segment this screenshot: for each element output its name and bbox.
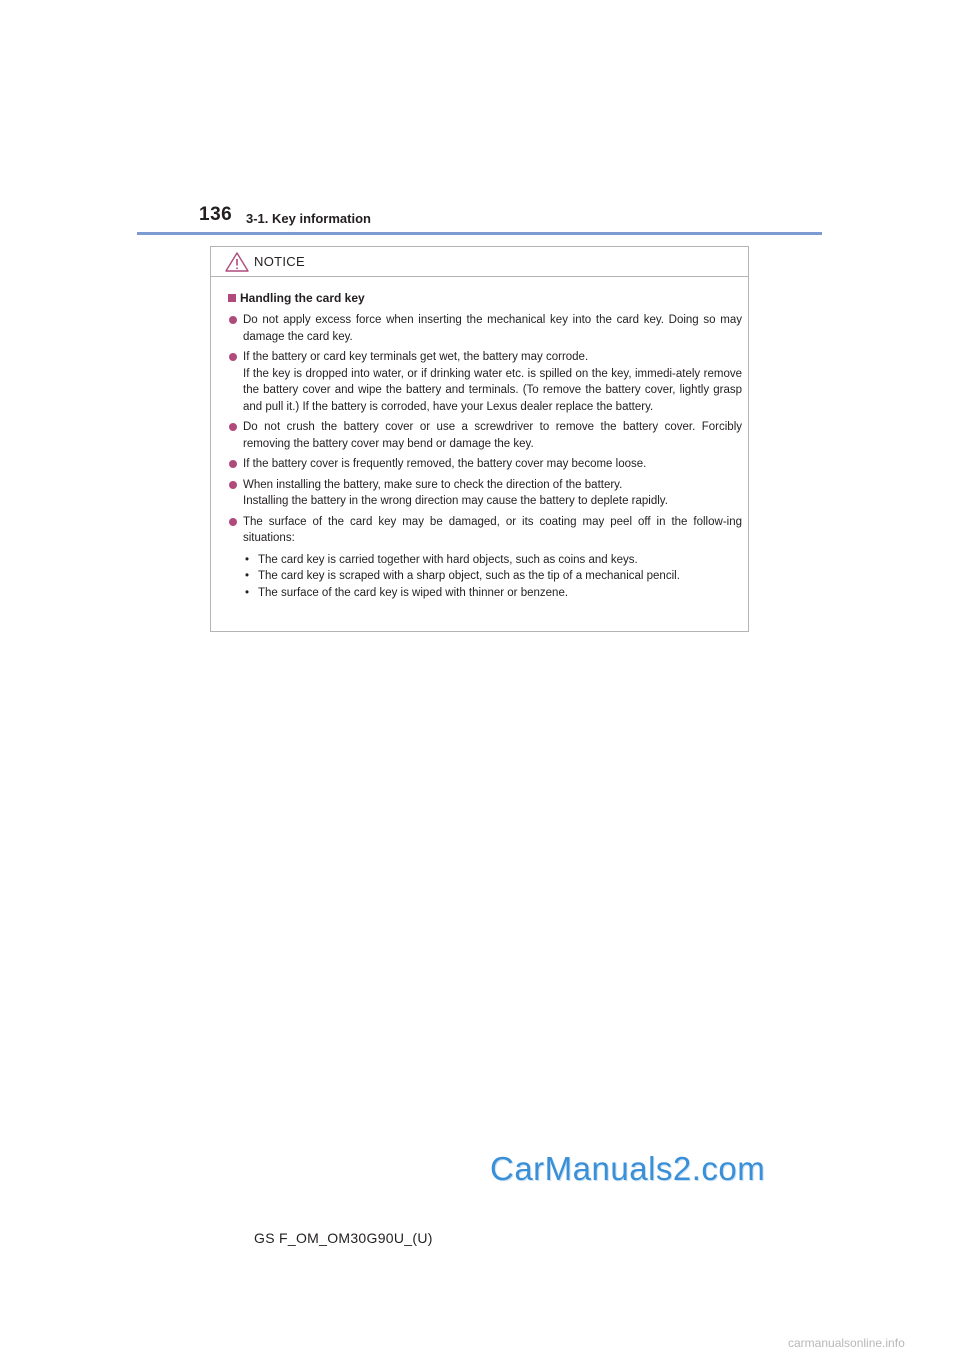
bullet-dot-icon [229,316,237,324]
notice-item-text: Do not apply excess force when inserting the mechanical key into the card key. Doing so may damage the card key. [243,314,742,343]
sub-list-item-text: The card key is scraped with a sharp object, such as the tip of a mechanical pencil. [258,570,680,582]
notice-body [211,277,748,601]
sub-list-item [243,585,742,602]
notice-item-text: Installing the battery in the wrong direction may cause the battery to deplete rapidly. [243,495,668,507]
section-title: 3-1. Key information [246,211,371,226]
sub-list-item [243,568,742,585]
warning-icon [225,252,249,272]
bullet-dot-icon [229,460,237,468]
watermark-logo: CarManuals2.com [490,1150,766,1187]
notice-item-text: The surface of the card key may be damaged, or its coating may peel off in the follow-ing situations: [243,515,742,544]
bullet-dot-icon [229,353,237,361]
notice-item [228,312,742,345]
footer-site-link[interactable]: carmanualsonline.info [788,1336,905,1350]
notice-item-text: If the key is dropped into water, or if drinking water etc. is spilled on the key, immedi-ately remove the battery cover and wipe the battery and terminals. (To remove the battery cover, lightly grasp and pull it.) If the battery is corroded, have your Lexus dealer replace the battery. [243,367,742,413]
notice-item [228,514,742,602]
notice-item [228,419,742,452]
sub-list [243,552,742,602]
document-code: GS F_OM_OM30G90U_(U) [254,1230,433,1246]
sub-bullet-icon: • [245,570,250,582]
sub-list-item [243,552,742,569]
subheading [228,291,742,305]
square-marker-icon [228,294,236,302]
bullet-dot-icon [229,518,237,526]
notice-box [210,246,749,632]
notice-item-text: If the battery cover is frequently removed, the battery cover may become loose. [243,458,647,470]
header-rule [137,232,822,235]
notice-label: NOTICE [254,254,305,269]
bullet-dot-icon [229,481,237,489]
notice-item-text: Do not crush the battery cover or use a screwdriver to remove the battery cover. Forcibly removing the battery cover may bend or damage the key. [243,421,742,450]
page-number: 136 [199,204,233,225]
notice-item [228,456,742,473]
notice-header [211,247,748,277]
notice-item-text: If the battery or card key terminals get wet, the battery may corrode. [243,351,589,363]
subheading-text: Handling the card key [240,291,365,305]
sub-bullet-icon: • [245,553,250,566]
notice-item [228,477,742,510]
notice-item-text: When installing the battery, make sure to check the direction of the battery. [243,478,623,491]
sub-bullet-icon: • [245,586,250,599]
sub-list-item-text: The card key is carried together with hard objects, such as coins and keys. [258,553,638,566]
notice-item [228,349,742,415]
sub-list-item-text: The surface of the card key is wiped with thinner or benzene. [258,586,569,599]
bullet-dot-icon [229,423,237,431]
